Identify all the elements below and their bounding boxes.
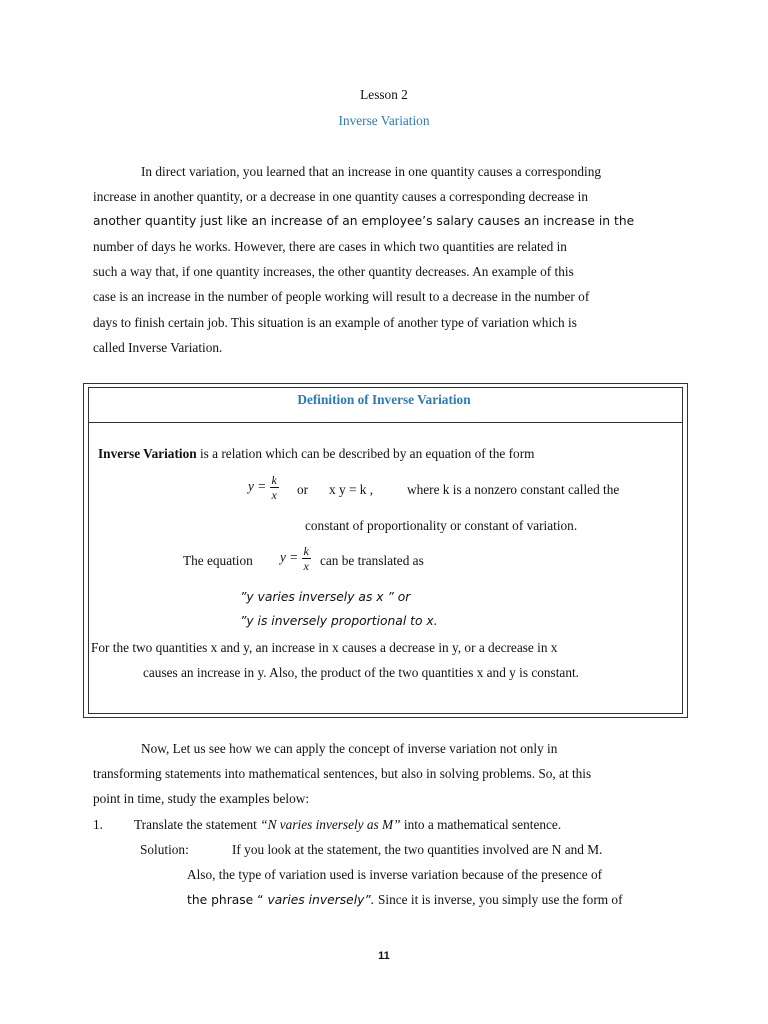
the-equation-label: The equation bbox=[183, 553, 253, 568]
solution-text: If you look at the statement, the two quantities involved are N and M. bbox=[232, 842, 603, 857]
intro-line: such a way that, if one quantity increases, the other quantity decreases. An example of this bbox=[93, 264, 574, 280]
where-text: where k is a nonzero constant called the bbox=[407, 482, 620, 497]
example-quote: “N varies inversely as M” bbox=[260, 817, 401, 832]
example-text-a: Translate the statement bbox=[134, 817, 257, 832]
page-number: 11 bbox=[378, 950, 390, 962]
two-quantities-line-1: For the two quantities x and y, an increase in x causes a decrease in y, or a decrease in x bbox=[91, 640, 558, 655]
solution-l3-b: Since it is inverse, you simply use the form of bbox=[374, 892, 623, 907]
intro-paragraph bbox=[93, 159, 683, 360]
translated-text: can be translated as bbox=[320, 553, 424, 568]
intro-line: number of days he works. However, there are cases in which two quantities are related in bbox=[93, 239, 567, 255]
eq2-fraction bbox=[302, 544, 311, 573]
equation-y-k-over-x-2 bbox=[280, 544, 311, 573]
solution-l3-a: the phrase “ bbox=[187, 893, 264, 907]
solution-line-2: Also, the type of variation used is inverse variation because of the presence of bbox=[187, 867, 603, 882]
or-word: or bbox=[297, 482, 309, 497]
equation-y-k-over-x bbox=[248, 473, 279, 502]
phrase-varies-inversely: ”y varies inversely as x ” or bbox=[240, 590, 411, 604]
eq2-denominator: x bbox=[303, 559, 309, 573]
definition-line bbox=[98, 446, 534, 462]
solution-line-3 bbox=[187, 892, 623, 908]
example-number: 1. bbox=[93, 817, 103, 832]
eq-y: y = bbox=[248, 478, 267, 494]
intro-line: days to finish certain job. This situation is an example of another type of variation which is bbox=[93, 314, 577, 330]
definition-box-divider bbox=[88, 422, 682, 423]
solution-label: Solution: bbox=[140, 842, 189, 857]
eq2-y: y = bbox=[280, 549, 299, 565]
eq-numerator: k bbox=[271, 473, 277, 487]
constant-text: constant of proportionality or constant of variation. bbox=[305, 518, 578, 533]
intro-line: called Inverse Variation. bbox=[93, 339, 223, 355]
equation-xy-k: x y = k , bbox=[329, 482, 374, 497]
phrase-inversely-proportional: ”y is inversely proportional to x. bbox=[240, 614, 438, 628]
solution-l3-quote: varies inversely”. bbox=[263, 893, 375, 907]
two-quantities-line-2: causes an increase in y. Also, the product of the two quantities x and y is constant. bbox=[143, 665, 579, 680]
lesson-title: Inverse Variation bbox=[338, 113, 430, 128]
eq2-numerator: k bbox=[303, 544, 309, 558]
intro-line: case is an increase in the number of people working will result to a decrease in the number of bbox=[93, 289, 590, 305]
apply-line: Now, Let us see how we can apply the concept of inverse variation not only in bbox=[141, 741, 558, 756]
eq-fraction bbox=[270, 473, 279, 502]
intro-line: another quantity just like an increase of an employee’s salary causes an increase in the bbox=[93, 214, 635, 229]
apply-line: transforming statements into mathematical sentences, but also in solving problems. So, at this bbox=[93, 766, 592, 782]
example-text-b: into a mathematical sentence. bbox=[403, 817, 562, 832]
definition-title: Definition of Inverse Variation bbox=[297, 392, 471, 407]
example-statement bbox=[134, 817, 561, 833]
definition-term: Inverse Variation bbox=[98, 446, 197, 461]
intro-line: increase in another quantity, or a decrease in one quantity causes a corresponding decrease in bbox=[93, 189, 588, 205]
eq-denominator: x bbox=[271, 488, 277, 502]
lesson-number: Lesson 2 bbox=[360, 87, 408, 102]
intro-line: In direct variation, you learned that an increase in one quantity causes a corresponding bbox=[141, 164, 602, 179]
apply-paragraph bbox=[93, 736, 683, 811]
apply-line: point in time, study the examples below: bbox=[93, 791, 310, 807]
definition-term-rest: is a relation which can be described by an equation of the form bbox=[196, 446, 535, 461]
